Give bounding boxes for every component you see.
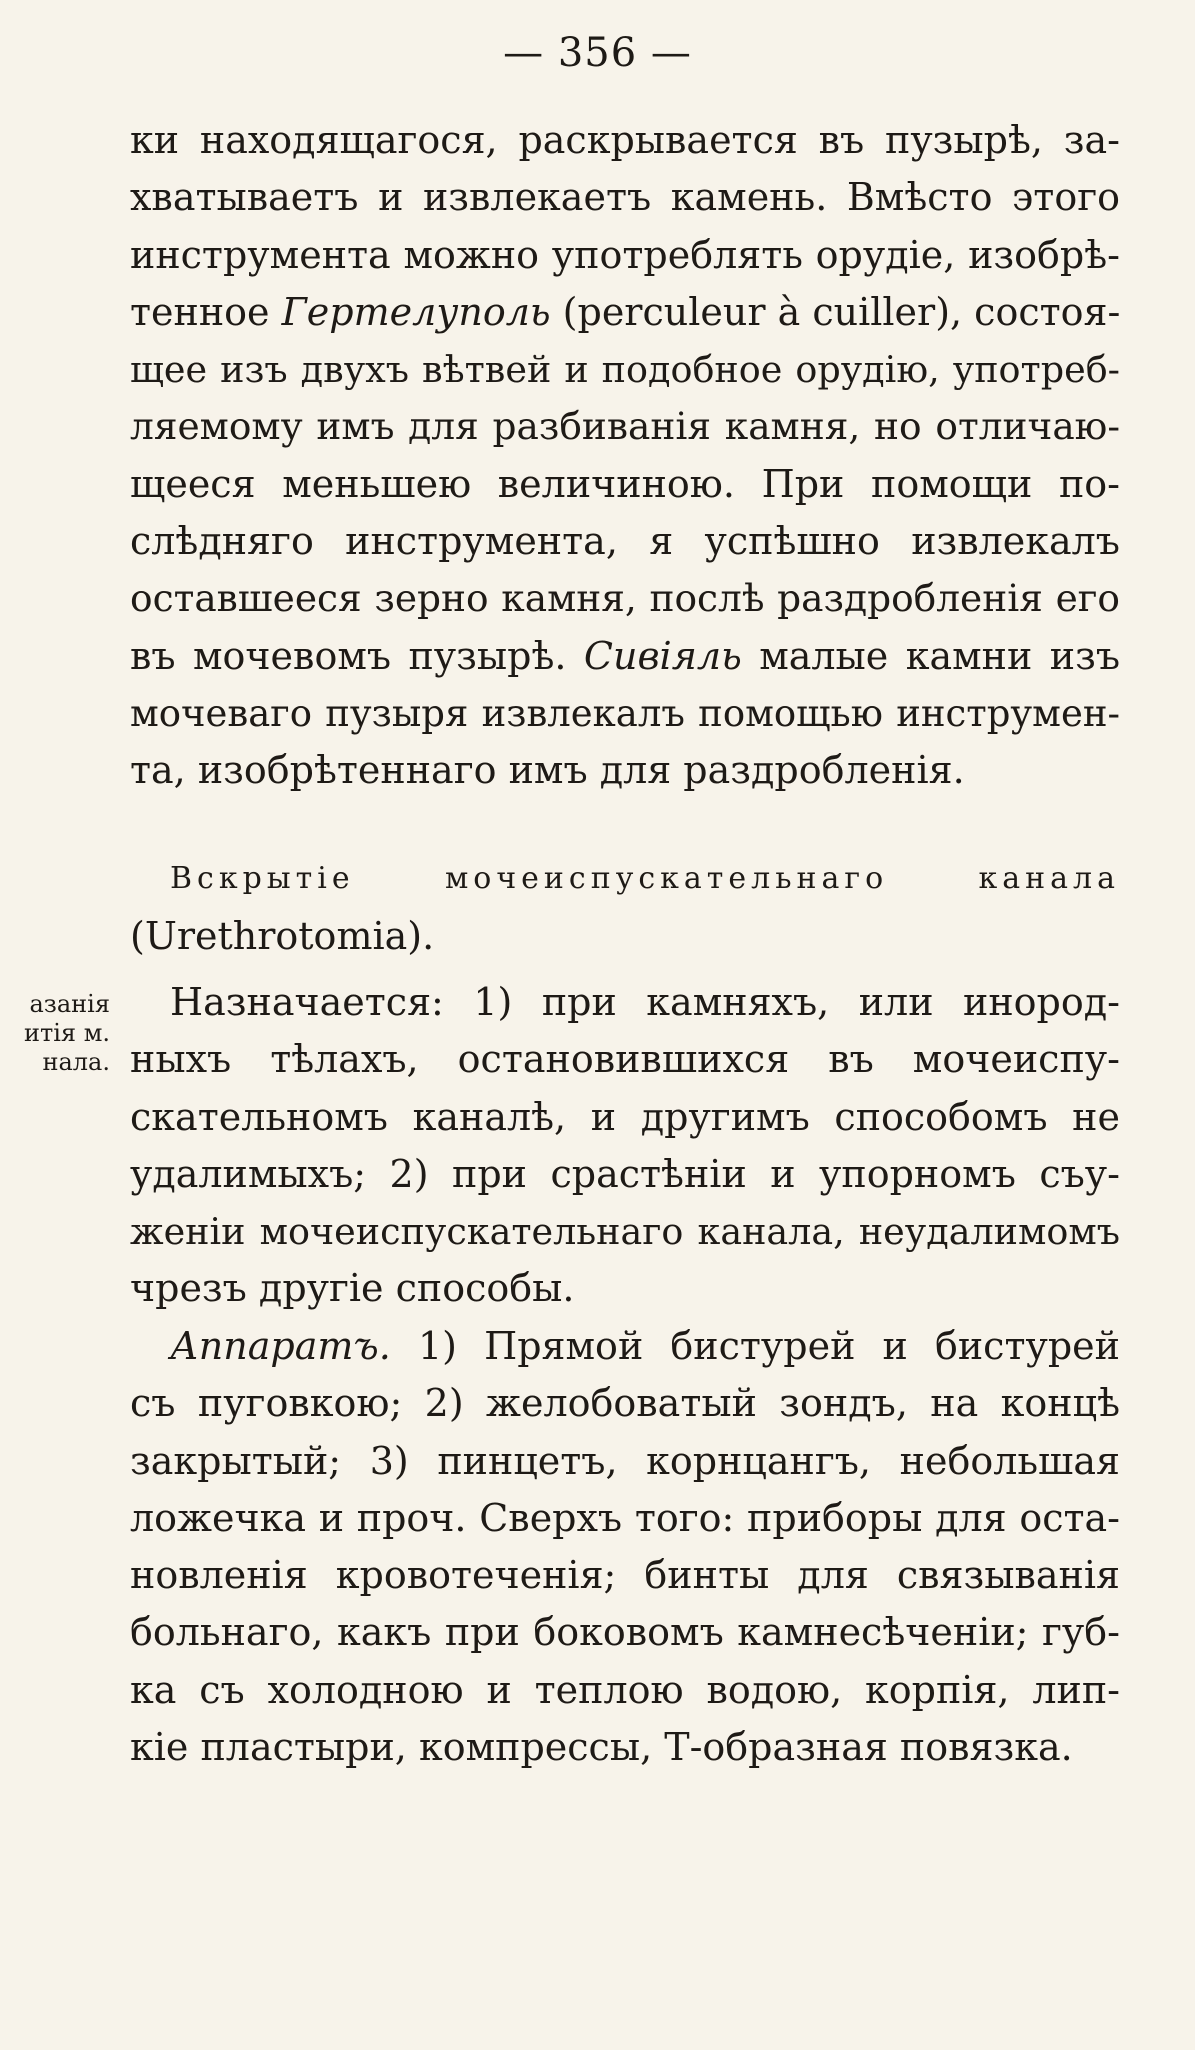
text-line: ки находящагося, раскрывается въ пузырѣ, за- — [130, 118, 1120, 162]
text-fragment: (perculeur à cuiller), состоя- — [550, 289, 1121, 334]
text-line — [130, 284, 1120, 341]
section-heading: Вскрытіе мочеиспускательнаго канала — [170, 861, 1120, 896]
page-number: — 356 — — [503, 30, 692, 76]
text-line: щееся меньшею величиною. При помощи по- — [130, 461, 1120, 506]
paragraph-extraction-instruments — [130, 112, 1120, 800]
text-fragment: въ мочевомъ пузырѣ. — [130, 633, 584, 678]
text-line: ложечка и проч. Сверхъ того: приборы для оста- — [130, 1495, 1120, 1540]
text-line: удалимыхъ; 2) при срастѣніи и упорномъ съу- — [130, 1151, 1120, 1196]
section-heading-latin: (Urethrotomia). — [130, 914, 435, 958]
text-line: ныхъ тѣлахъ, остановившихся въ мочеиспу- — [130, 1037, 1120, 1082]
text-line: инструмента можно употреблять орудіе, изобрѣ- — [130, 232, 1120, 277]
text-fragment: 1) Прямой бистурей и бистурей — [390, 1324, 1120, 1368]
text-line: хватываетъ и извлекаетъ камень. Вмѣсто этого — [130, 175, 1120, 220]
author-name-italic: Сивіяль — [583, 633, 742, 678]
text-line: съ пуговкою; 2) желобоватый зондъ, на концѣ — [130, 1381, 1120, 1426]
author-name-italic: Гертелуполь — [281, 289, 551, 334]
text-line: слѣдняго инструмента, я успѣшно извлекалъ — [130, 519, 1120, 564]
text-line — [130, 1318, 1120, 1375]
text-line: мочеваго пузыря извлекалъ помощью инструмен- — [130, 691, 1120, 735]
text-line: новленія кровотеченія; бинты для связыванія — [130, 1553, 1120, 1598]
text-line: скательномъ каналѣ, и другимъ способомъ не — [130, 1094, 1120, 1139]
text-line: женіи мочеиспускательнаго канала, неудалимомъ — [130, 1210, 1120, 1254]
margin-note-line: нала. — [42, 1048, 110, 1076]
text-line: щее изъ двухъ вѣтвей и подобное орудію, употреб- — [130, 348, 1120, 392]
text-line: чрезъ другіе способы. — [130, 1266, 575, 1311]
margin-note-line: азанія — [29, 990, 110, 1018]
text-line: та, изобрѣтеннаго имъ для раздробленія. — [130, 748, 965, 793]
text-line: закрытый; 3) пинцетъ, корнцангъ, небольшая — [130, 1438, 1120, 1483]
text-line: ляемому имъ для разбиванія камня, но отличаю- — [130, 404, 1120, 449]
text-line: кіе пластыри, компрессы, Т-образная повязка. — [130, 1725, 1073, 1770]
text-fragment: малые камни изъ — [741, 633, 1120, 678]
margin-note-line: итія м. — [23, 1019, 110, 1047]
paragraph-indications — [130, 974, 1120, 1318]
margin-note — [0, 990, 110, 1077]
text-line: Назначается: 1) при камняхъ, или инород- — [170, 980, 1120, 1024]
text-line — [130, 628, 1120, 685]
paragraph-apparatus — [130, 1318, 1120, 1776]
text-line: больнаго, какъ при боковомъ камнесѣченіи; губ- — [130, 1610, 1120, 1655]
text-line: оставшееся зерно камня, послѣ раздробленія его — [130, 576, 1120, 621]
text-fragment: тенное — [130, 289, 282, 334]
apparatus-label-italic: Аппаратъ. — [170, 1324, 391, 1368]
text-line: ка съ холодною и теплою водою, корпія, лип- — [130, 1667, 1120, 1712]
